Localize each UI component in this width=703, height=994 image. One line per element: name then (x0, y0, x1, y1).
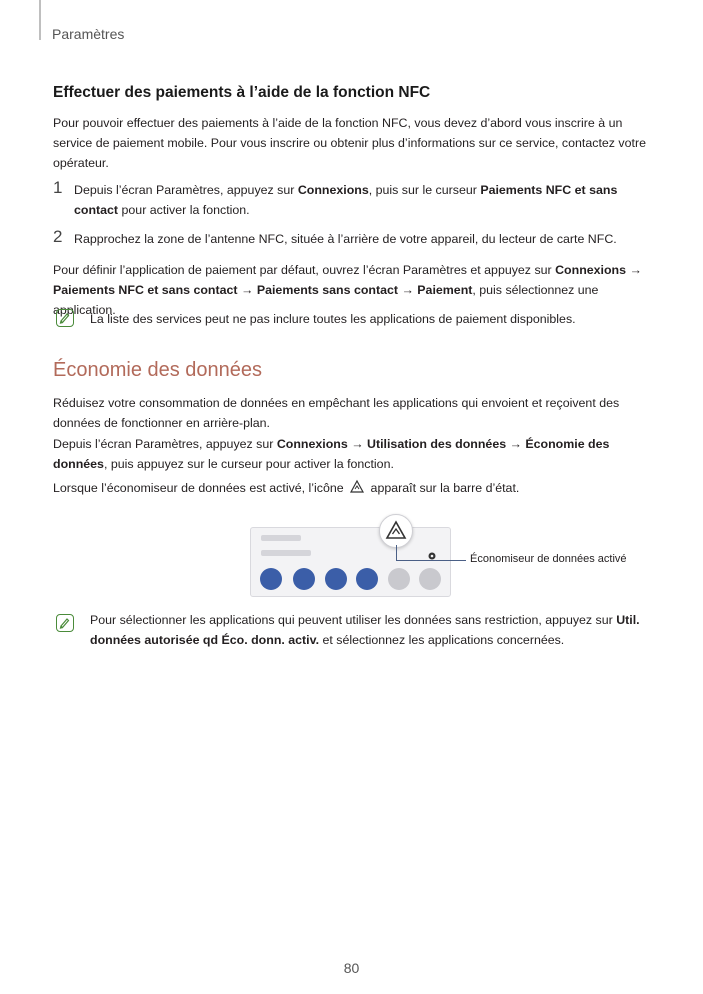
status-placeholder (261, 535, 301, 541)
nfc-title: Effectuer des paiements à l’aide de la fonction NFC (53, 84, 431, 101)
nfc-intro: Pour pouvoir effectuer des paiements à l’aide de la fonction NFC, vous devez d’abord vous inscrire à un service de paiement mobile. Pour vous inscrire ou obtenir plus d’informations sur ce service, contactez votre opérateur. (53, 116, 646, 170)
data-saver-active: Lorsque l’économiseur de données est activé, l’icône apparaît sur la barre d’état. (53, 481, 520, 495)
data-saver-title: Économie des données (53, 359, 263, 381)
data-saver-path: Depuis l’écran Paramètres, appuyez sur Connexions → Utilisation des données → Économie des données, puis appuyez sur le curseur pour activer la fonction. (53, 437, 610, 471)
wifi-icon (260, 568, 282, 590)
section-label: Paramètres (52, 26, 125, 42)
page-number: 80 (343, 960, 360, 976)
data-saver-magnifier (379, 514, 413, 548)
section-rule (39, 0, 41, 40)
quick-panel-illustration (250, 527, 451, 597)
gear-icon (427, 548, 437, 566)
step-number: 2 (53, 227, 63, 246)
sound-icon (293, 568, 315, 590)
flashlight-icon (419, 568, 441, 590)
nfc-note: La liste des services peut ne pas inclure toutes les applications de paiement disponibles. (90, 312, 576, 326)
date-placeholder (261, 550, 311, 556)
note-icon (56, 309, 74, 327)
nfc-step-1: 1 Depuis l’écran Paramètres, appuyez sur Connexions, puis sur le curseur Paiements NFC et sans contact pour activer la fonction. (53, 178, 618, 217)
nfc-step-2: 2 Rapprochez la zone de l’antenne NFC, située à l’arrière de votre appareil, du lecteur de carte NFC. (53, 227, 617, 246)
airplane-icon (388, 568, 410, 590)
bluetooth-icon (325, 568, 347, 590)
data-saver-intro: Réduisez votre consommation de données en empêchant les applications qui envoient et reçoivent des données de fonctionner en arrière-plan. (53, 396, 620, 430)
callout-line (396, 545, 397, 561)
callout-line-horizontal (396, 560, 466, 561)
note-icon (56, 614, 74, 632)
nfc-default-app: Pour définir l’application de paiement par défaut, ouvrez l’écran Paramètres et appuyez sur Connexions → Paiements NFC et sans contact → Paiements sans contact → Paiement, puis sélectionnez une application. (53, 263, 642, 317)
data-saver-icon (349, 479, 365, 495)
data-saver-note: Pour sélectionner les applications qui peuvent utiliser les données sans restriction, appuyez sur Util. données autorisée qd Éco. donn. activ. et sélectionnez les applications concernées. (90, 613, 640, 647)
callout-label: Économiseur de données activé (470, 553, 627, 565)
step-number: 1 (53, 178, 63, 197)
rotate-icon (356, 568, 378, 590)
